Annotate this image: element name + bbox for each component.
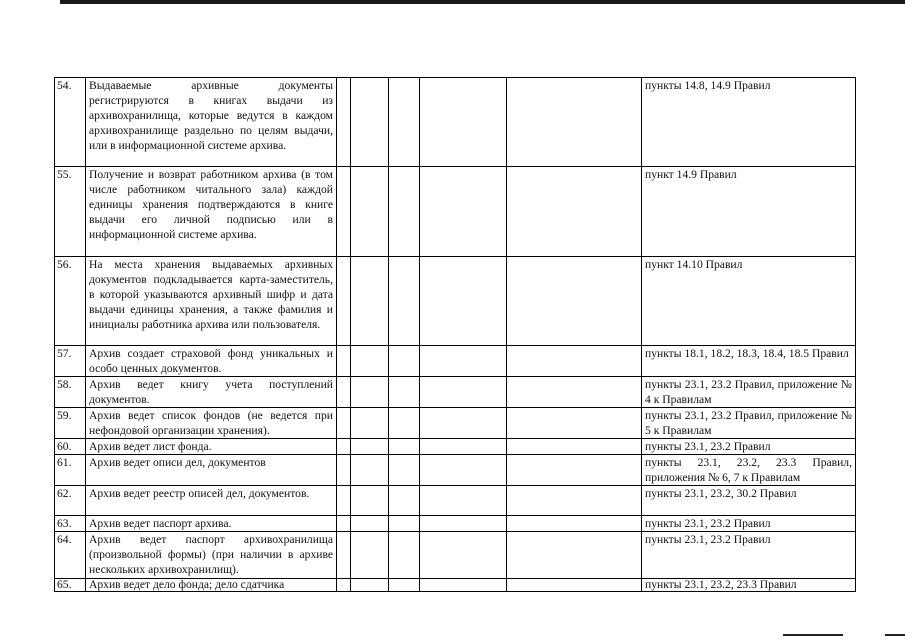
requirement-text: Архив ведет лист фонда. bbox=[86, 439, 337, 455]
table-row bbox=[55, 486, 856, 516]
row-number: 62. bbox=[55, 486, 86, 516]
answer-cell bbox=[507, 78, 642, 167]
answer-cell bbox=[507, 516, 642, 532]
answer-cell bbox=[507, 346, 642, 377]
answer-cell bbox=[420, 167, 507, 257]
answer-cell bbox=[507, 377, 642, 408]
requirement-text: Архив ведет реестр описей дел, документов. bbox=[86, 486, 337, 516]
answer-cell bbox=[351, 78, 389, 167]
rule-reference: пункты 23.1, 23.2 Правил bbox=[642, 532, 856, 579]
answer-cell bbox=[420, 408, 507, 439]
requirement-text: Архив ведет книгу учета поступлений документов. bbox=[86, 377, 337, 408]
requirement-text: Архив ведет список фондов (не ведется при нефондовой организации хранения). bbox=[86, 408, 337, 439]
row-number: 60. bbox=[55, 439, 86, 455]
answer-cell bbox=[337, 455, 351, 486]
requirement-text: Архив ведет описи дел, документов bbox=[86, 455, 337, 486]
scan-edge-mark bbox=[783, 634, 843, 636]
answer-cell bbox=[351, 346, 389, 377]
rule-reference: пункт 14.10 Правил bbox=[642, 257, 856, 346]
row-number: 56. bbox=[55, 257, 86, 346]
answer-cell bbox=[420, 486, 507, 516]
rule-reference: пункты 23.1, 23.2, 23.3 Правил bbox=[642, 579, 856, 592]
answer-cell bbox=[389, 516, 420, 532]
rule-reference: пункты 23.1, 23.2 Правил bbox=[642, 516, 856, 532]
rule-reference: пункты 23.1, 23.2, 30.2 Правил bbox=[642, 486, 856, 516]
row-number: 64. bbox=[55, 532, 86, 579]
answer-cell bbox=[420, 532, 507, 579]
requirement-text: Получение и возврат работником архива (в том числе работником читального зала) каждой единицы хранения подтверждаются в книге выдачи его личной подписью или в информационной системе архива. bbox=[86, 167, 337, 257]
answer-cell bbox=[420, 579, 507, 592]
answer-cell bbox=[337, 579, 351, 592]
answer-cell bbox=[351, 486, 389, 516]
answer-cell bbox=[337, 257, 351, 346]
answer-cell bbox=[351, 257, 389, 346]
table-row bbox=[55, 78, 856, 167]
checklist-table bbox=[54, 77, 856, 592]
table-row bbox=[55, 439, 856, 455]
answer-cell bbox=[507, 532, 642, 579]
answer-cell bbox=[351, 377, 389, 408]
answer-cell bbox=[389, 257, 420, 346]
answer-cell bbox=[389, 532, 420, 579]
row-number: 54. bbox=[55, 78, 86, 167]
answer-cell bbox=[337, 486, 351, 516]
answer-cell bbox=[389, 167, 420, 257]
requirement-text: Архив ведет паспорт архивохранилища (произвольной формы) (при наличии в архиве нескольких архивохранилищ). bbox=[86, 532, 337, 579]
answer-cell bbox=[337, 516, 351, 532]
requirement-text: Архив ведет паспорт архива. bbox=[86, 516, 337, 532]
rule-reference: пункты 23.1, 23.2 Правил bbox=[642, 439, 856, 455]
answer-cell bbox=[507, 408, 642, 439]
scan-edge-bar bbox=[60, 0, 905, 4]
table-row bbox=[55, 377, 856, 408]
answer-cell bbox=[351, 532, 389, 579]
answer-cell bbox=[337, 532, 351, 579]
row-number: 58. bbox=[55, 377, 86, 408]
answer-cell bbox=[337, 439, 351, 455]
answer-cell bbox=[507, 486, 642, 516]
answer-cell bbox=[389, 455, 420, 486]
answer-cell bbox=[389, 408, 420, 439]
answer-cell bbox=[389, 486, 420, 516]
requirement-text: Архив создает страховой фонд уникальных и особо ценных документов. bbox=[86, 346, 337, 377]
answer-cell bbox=[337, 408, 351, 439]
table-row bbox=[55, 516, 856, 532]
rule-reference: пункты 23.1, 23.2, 23.3 Правил, приложения № 6, 7 к Правилам bbox=[642, 455, 856, 486]
table-row bbox=[55, 167, 856, 257]
row-number: 61. bbox=[55, 455, 86, 486]
row-number: 63. bbox=[55, 516, 86, 532]
answer-cell bbox=[351, 516, 389, 532]
answer-cell bbox=[420, 439, 507, 455]
answer-cell bbox=[507, 167, 642, 257]
row-number: 55. bbox=[55, 167, 86, 257]
table-row bbox=[55, 579, 856, 592]
answer-cell bbox=[337, 346, 351, 377]
rule-reference: пункты 18.1, 18.2, 18.3, 18.4, 18.5 Правил bbox=[642, 346, 856, 377]
answer-cell bbox=[351, 439, 389, 455]
answer-cell bbox=[389, 78, 420, 167]
rule-reference: пункты 23.1, 23.2 Правил, приложение № 5 к Правилам bbox=[642, 408, 856, 439]
answer-cell bbox=[507, 257, 642, 346]
answer-cell bbox=[389, 377, 420, 408]
answer-cell bbox=[507, 455, 642, 486]
rule-reference: пункт 14.9 Правил bbox=[642, 167, 856, 257]
table-body bbox=[55, 78, 856, 592]
answer-cell bbox=[420, 78, 507, 167]
answer-cell bbox=[351, 455, 389, 486]
answer-cell bbox=[351, 408, 389, 439]
rule-reference: пункты 23.1, 23.2 Правил, приложение № 4 к Правилам bbox=[642, 377, 856, 408]
answer-cell bbox=[420, 516, 507, 532]
answer-cell bbox=[337, 377, 351, 408]
rule-reference: пункты 14.8, 14.9 Правил bbox=[642, 78, 856, 167]
answer-cell bbox=[420, 377, 507, 408]
scan-edge-mark bbox=[885, 634, 905, 636]
table-row bbox=[55, 257, 856, 346]
table-row bbox=[55, 532, 856, 579]
table-row bbox=[55, 408, 856, 439]
answer-cell bbox=[351, 167, 389, 257]
row-number: 57. bbox=[55, 346, 86, 377]
answer-cell bbox=[389, 579, 420, 592]
answer-cell bbox=[389, 439, 420, 455]
requirement-text: Выдаваемые архивные документы регистрируются в книгах выдачи из архивохранилища, которые ведутся в каждом архивохранилище раздельно по целям выдачи, или в информационной системе архива. bbox=[86, 78, 337, 167]
row-number: 65. bbox=[55, 579, 86, 592]
answer-cell bbox=[389, 346, 420, 377]
table-row bbox=[55, 455, 856, 486]
row-number: 59. bbox=[55, 408, 86, 439]
requirement-text: Архив ведет дело фонда; дело сдатчика bbox=[86, 579, 337, 592]
answer-cell bbox=[420, 455, 507, 486]
table-row bbox=[55, 346, 856, 377]
answer-cell bbox=[507, 439, 642, 455]
answer-cell bbox=[507, 579, 642, 592]
answer-cell bbox=[420, 346, 507, 377]
answer-cell bbox=[337, 167, 351, 257]
answer-cell bbox=[351, 579, 389, 592]
answer-cell bbox=[337, 78, 351, 167]
requirement-text: На места хранения выдаваемых архивных документов подкладывается карта-заместитель, в которой указываются архивный шифр и дата выдачи единицы хранения, а также фамилия и инициалы работника архива или пользователя. bbox=[86, 257, 337, 346]
answer-cell bbox=[420, 257, 507, 346]
